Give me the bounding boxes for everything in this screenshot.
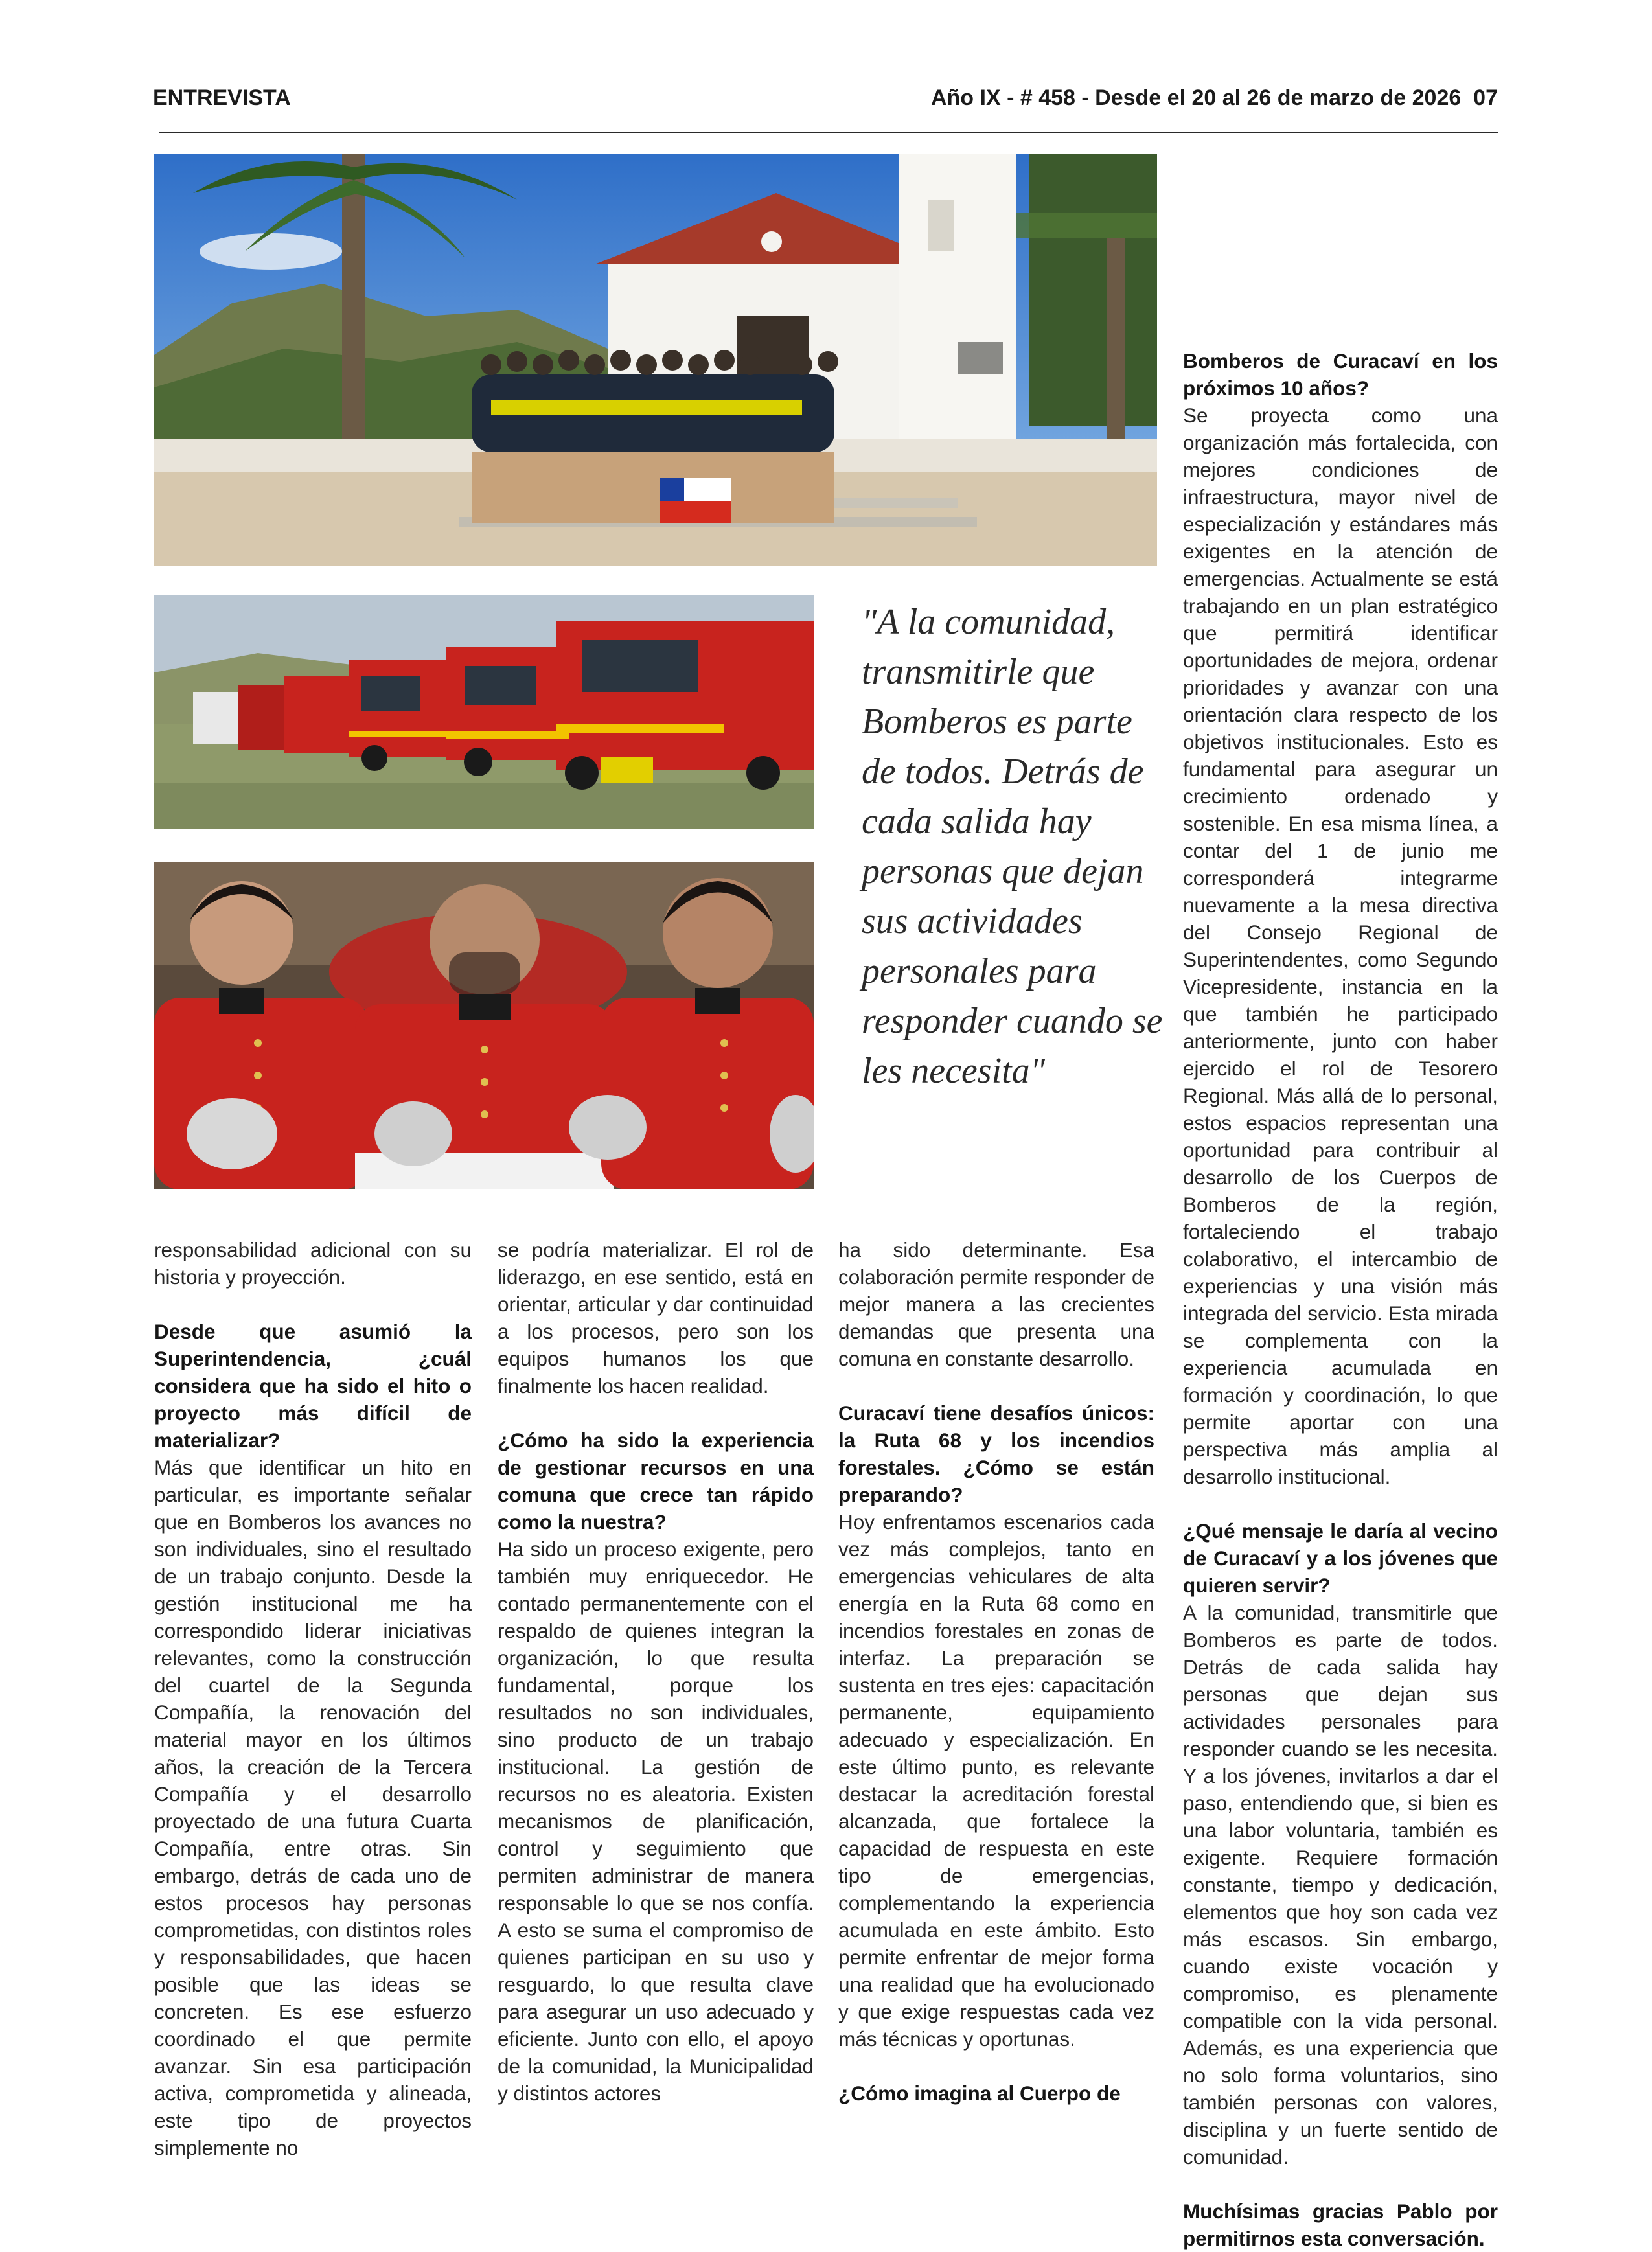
interview-question: Desde que asumió la Superintendencia, ¿cuál considera que ha sido el hito o proyecto más difícil de materializar?: [154, 1320, 472, 1452]
trucks-photo: [154, 595, 814, 829]
article-column-4: [1183, 347, 1498, 2252]
pull-quote: "A la comunidad, transmitirle que Bomberos es parte de todos. Detrás de cada salida hay personas que dejan sus actividades personales para responder cuando se les necesita": [862, 602, 1163, 1091]
article-column-2: [498, 1236, 814, 2107]
interview-answer: Más que identificar un hito en particular, es importante señalar que en Bomberos los avances no son individuales, sino el resultado de un trabajo conjunto. Desde la gestión institucional me ha correspondido liderar iniciativas relevantes, como la construcción del cuartel de la Segunda Compañía, la renovación del material mayor en los últimos años, la creación de la Tercera Compañía y el desarrollo proyectado de una futura Cuarta Compañía, entre otras. Sin embargo, detrás de cada uno de estos procesos hay personas comprometidas, con distintos roles y responsabilidades, que hacen posible que las ideas se concreten. Es ese esfuerzo coordinado el que permite avanzar. Sin esa participación activa, comprometida y alineada, este tipo de proyectos simplemente no: [154, 1456, 472, 2159]
group-photo: [154, 154, 1157, 566]
group-photo-illustration: [154, 154, 1157, 566]
section-label: ENTREVISTA: [153, 86, 291, 110]
issue-info: Año IX - # 458 - Desde el 20 al 26 de marzo de 2026: [930, 86, 1462, 110]
interview-answer: Ha sido un proceso exigente, pero también muy enriquecedor. He contado permanentemente con el respaldo de quienes integran la organización, lo que resulta fundamental, porque los resultados no son individuales, sino producto de un trabajo institucional. La gestión de recursos no es aleatoria. Existen mecanismos de planificación, control y seguimiento que permiten administrar de manera responsable lo que se nos confía. A esto se suma el compromiso de quienes participan en su uso y resguardo, lo que resulta clave para asegurar un uso adecuado y eficiente. Junto con ello, el apoyo de la comunidad, la Municipalidad y distintos actores: [498, 1537, 814, 2105]
closing-line: Muchísimas gracias Pablo por permitirnos esta conversación.: [1183, 2200, 1498, 2250]
portrait-photo: [154, 862, 814, 1189]
interview-question: ¿Cómo imagina al Cuerpo de: [838, 2082, 1121, 2105]
interview-answer: Hoy enfrentamos escenarios cada vez más complejos, tanto en emergencias vehiculares de alta energía en la Ruta 68 como en incendios forestales en zonas de interfaz. La preparación se sustenta en tres ejes: capacitación permanente, equipamiento adecuado y especialización. En este último punto, es relevante destacar la acreditación forestal alcanzada, que fortalece la capacidad de respuesta en este tipo de emergencias, complementando la experiencia acumulada en este ámbito. Esto permite enfrentar de mejor forma una realidad que ha evolucionado y que exige respuestas cada vez más técnicas y oportunas.: [838, 1510, 1154, 2051]
interview-question: Bomberos de Curacaví en los próximos 10 años?: [1183, 349, 1498, 400]
portrait-photo-illustration: [154, 862, 814, 1189]
paragraph: ha sido determinante. Esa colaboración permite responder de mejor manera a las crecientes demandas que presenta una comuna en constante desarrollo.: [838, 1238, 1154, 1370]
interview-question: ¿Qué mensaje le daría al vecino de Curacaví y a los jóvenes que quieren servir?: [1183, 1519, 1498, 1597]
interview-answer: Se proyecta como una organización más fortalecida, con mejores condiciones de infraestructura, mayor nivel de especialización y estándares más exigentes en la atención de emergencias. Actualmente se está trabajando en un plan estratégico que permitirá identificar oportunidades de mejora, ordenar prioridades y avanzar con una orientación clara respecto de los objetivos institucionales. Esto es fundamental para asegurar un crecimiento ordenado y sostenible. En esa misma línea, a contar del 1 de junio me corresponderá integrarme nuevamente a la mesa directiva del Consejo Regional de Superintendentes, como Segundo Vicepresidente, instancia en la que también he participado anteriormente, junto con haber ejercido el rol de Tesorero Regional. Más allá de lo personal, estos espacios representan una oportunidad para contribuir al desarrollo de los Cuerpos de Bomberos de la región, fortaleciendo el trabajo colaborativo, el intercambio de experiencias y una visión más integrada del servicio. Esta mirada se complementa con la experiencia acumulada en formación y coordinación, lo que permite aportar con una perspectiva más amplia al desarrollo institucional.: [1183, 404, 1498, 1488]
interview-question: Curacaví tiene desafíos únicos: la Ruta 68 y los incendios forestales. ¿Cómo se están preparando?: [838, 1401, 1154, 1506]
interview-question: ¿Cómo ha sido la experiencia de gestionar recursos en una comuna que crece tan rápido como la nuestra?: [498, 1429, 814, 1534]
issue-line: [931, 86, 1498, 111]
article-column-1: [154, 1236, 472, 2161]
paragraph: responsabilidad adicional con su historia y proyección.: [154, 1238, 472, 1289]
paragraph: se podría materializar. El rol de liderazgo, en ese sentido, está en orientar, articular y dar continuidad a los procesos, pero son los equipos humanos los que finalmente los hacen realidad.: [498, 1238, 814, 1397]
article-column-3: [838, 1236, 1154, 2107]
trucks-photo-illustration: [154, 595, 814, 829]
header-rule: [159, 132, 1498, 133]
page-number: 07: [1473, 86, 1498, 110]
interview-answer: A la comunidad, transmitirle que Bomberos es parte de todos. Detrás de cada salida hay personas que dejan sus actividades personales para responder cuando se les necesita. Y a los jóvenes, invitarlos a dar el paso, entendiendo que, si bien es una labor voluntaria, también es exigente. Requiere formación constante, tiempo y dedicación, elementos que hoy son cada vez más escasos. Sin embargo, cuando existe vocación y compromiso, es plenamente compatible con la vida personal. Además, es una experiencia que no solo forma voluntarios, sino también personas con valores, disciplina y un fuerte sentido de comunidad.: [1183, 1601, 1498, 2168]
